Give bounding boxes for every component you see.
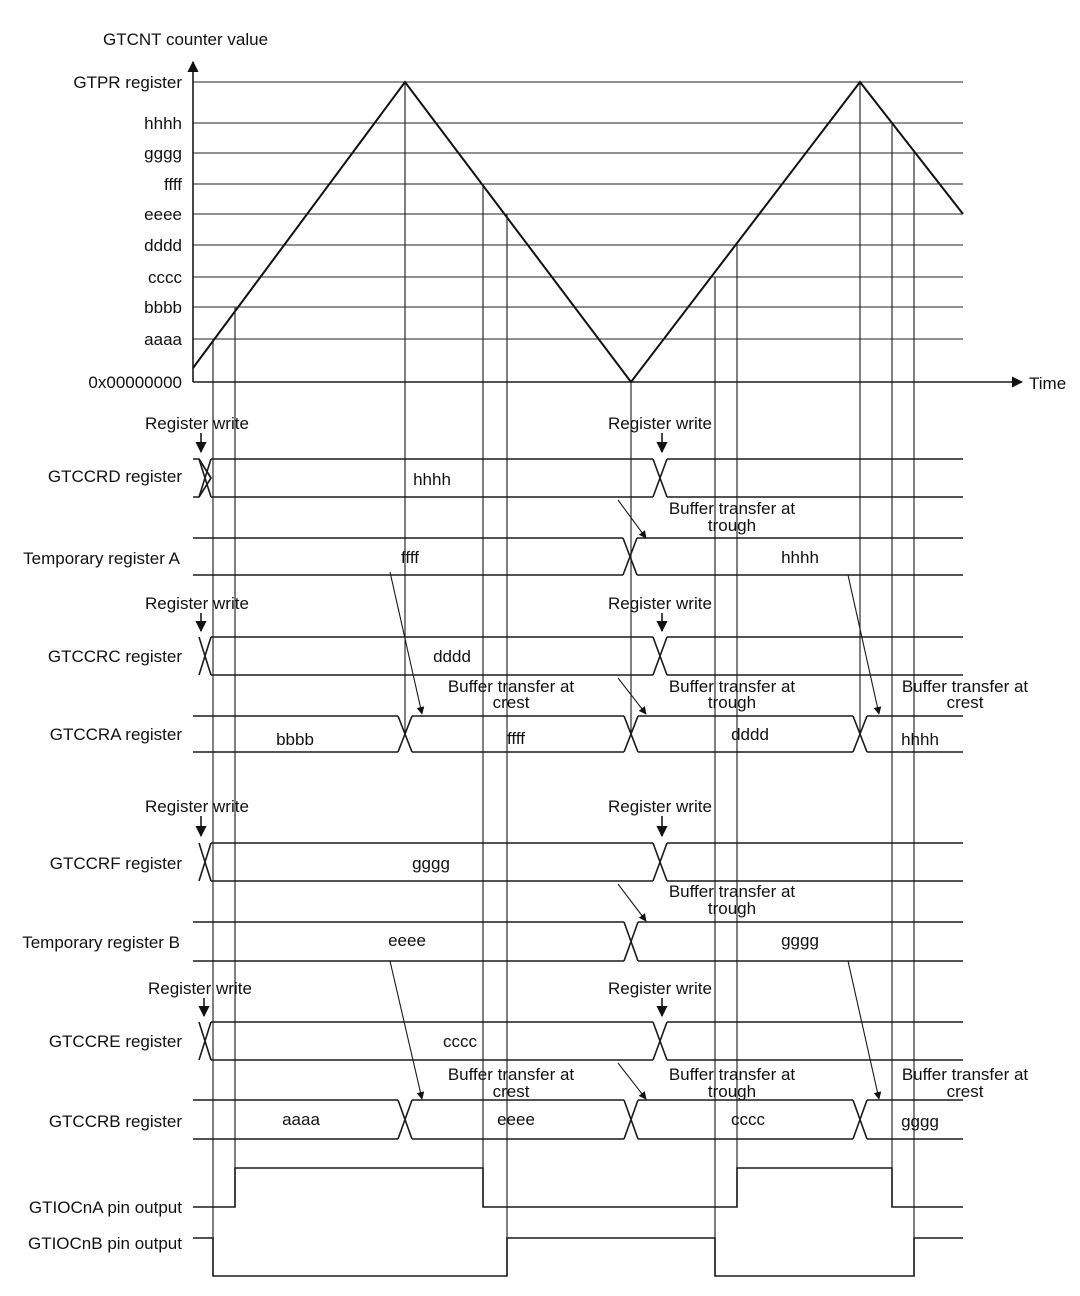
level-label-zero: 0x00000000 xyxy=(88,373,182,392)
row-label-tempb: Temporary register B xyxy=(22,933,180,952)
counter-waveform xyxy=(193,82,963,382)
level-label-d: dddd xyxy=(144,236,182,255)
transfer-arrow-f-to-tempb xyxy=(618,884,646,921)
row-tempa xyxy=(23,538,963,575)
transfer-arrow-tempb-to-b-2 xyxy=(848,961,879,1099)
row-value: gggg xyxy=(412,854,450,873)
level-label-gtpr: GTPR register xyxy=(73,73,182,92)
row-value: bbbb xyxy=(276,730,314,749)
row-gtccre xyxy=(49,1022,963,1060)
x-transition xyxy=(853,1100,867,1139)
buffer-crest-label: crest xyxy=(946,693,984,712)
x-transition-1 xyxy=(199,637,211,675)
level-label-a: aaaa xyxy=(144,330,182,349)
row-value: dddd xyxy=(433,647,471,666)
transfer-arrow-e-to-b xyxy=(618,1063,646,1099)
row-gtccra xyxy=(50,716,963,752)
output-waveform-a xyxy=(193,1168,963,1207)
row-value: eeee xyxy=(497,1110,535,1129)
output-b xyxy=(28,1234,963,1276)
transfer-arrow-tempa-to-a-2 xyxy=(848,575,879,714)
row-value: gggg xyxy=(901,1112,939,1131)
time-label: Time xyxy=(1029,374,1067,393)
x-transition xyxy=(624,1100,638,1139)
level-label-c: cccc xyxy=(148,268,182,287)
row-label-gtccrd: GTCCRD register xyxy=(47,467,182,486)
row-value: ffff xyxy=(401,548,419,567)
buffer-trough-label: Buffer transfer at xyxy=(668,499,796,518)
row-value: hhhh xyxy=(781,548,819,567)
x-transition-2 xyxy=(653,1022,667,1060)
register-write-label: Register write xyxy=(608,979,712,998)
transfer-arrow-d-to-tempa xyxy=(618,500,646,538)
row-tempb xyxy=(22,922,963,961)
x-transition-1 xyxy=(199,1022,211,1060)
level-label-f: ffff xyxy=(164,175,182,194)
row-label-gtccre: GTCCRE register xyxy=(48,1032,182,1051)
buffer-trough-label: trough xyxy=(707,1082,757,1101)
x-transition-1 xyxy=(199,843,211,881)
level-label-b: bbbb xyxy=(144,298,182,317)
output-a xyxy=(29,1168,963,1217)
register-write-notes xyxy=(145,414,712,1016)
x-transition-2 xyxy=(653,637,667,675)
x-transition-1 xyxy=(199,459,211,497)
level-label-e: eeee xyxy=(144,205,182,224)
row-label-gtccra: GTCCRA register xyxy=(49,725,182,744)
register-write-label: Register write xyxy=(608,797,712,816)
x-transition-2 xyxy=(653,843,667,881)
row-label-tempa: Temporary register A xyxy=(23,549,180,568)
transfer-arrow-tempb-to-b xyxy=(390,961,422,1099)
buffer-crest-label: crest xyxy=(492,1082,530,1101)
row-value: cccc xyxy=(731,1110,765,1129)
buffer-trough-label: trough xyxy=(707,693,757,712)
register-write-label: Register write xyxy=(608,414,712,433)
row-value: hhhh xyxy=(413,470,451,489)
register-write-label: Register write xyxy=(145,797,249,816)
axis-title: GTCNT counter value xyxy=(103,30,269,49)
output-label-b: GTIOCnB pin output xyxy=(27,1234,182,1253)
row-value: aaaa xyxy=(282,1110,320,1129)
buffer-trough-label: trough xyxy=(707,899,757,918)
x-transition xyxy=(624,922,638,961)
row-label-gtccrf: GTCCRF register xyxy=(49,854,182,873)
output-label-a: GTIOCnA pin output xyxy=(28,1198,182,1217)
row-value: ffff xyxy=(507,729,525,748)
transfer-arrow-c-to-a xyxy=(618,678,646,714)
buffer-crest-label: Buffer transfer at xyxy=(901,1065,1029,1084)
register-write-label: Register write xyxy=(145,594,249,613)
output-waveform-b xyxy=(193,1238,963,1276)
buffer-trough-label: Buffer transfer at xyxy=(668,677,796,696)
buffer-transfer-notes xyxy=(448,499,1029,1101)
level-label-h: hhhh xyxy=(144,114,182,133)
buffer-crest-label: crest xyxy=(492,693,530,712)
level-grid xyxy=(193,82,963,339)
row-gtccrb xyxy=(49,1100,963,1139)
buffer-crest-label: Buffer transfer at xyxy=(901,677,1029,696)
row-gtccrf xyxy=(50,843,963,881)
row-label-gtccrc: GTCCRC register xyxy=(47,647,182,666)
buffer-trough-label: Buffer transfer at xyxy=(668,882,796,901)
x-transition-2 xyxy=(653,459,667,497)
level-label-g: gggg xyxy=(144,144,182,163)
buffer-crest-label: crest xyxy=(946,1082,984,1101)
row-gtccrd xyxy=(48,459,963,497)
buffer-crest-label: Buffer transfer at xyxy=(447,1065,575,1084)
buffer-trough-label: trough xyxy=(707,516,757,535)
row-label-gtccrb: GTCCRB register xyxy=(48,1112,182,1131)
buffer-crest-label: Buffer transfer at xyxy=(447,677,575,696)
level-labels xyxy=(73,73,182,392)
register-write-label: Register write xyxy=(148,979,252,998)
row-value: hhhh xyxy=(901,730,939,749)
row-gtccrc xyxy=(48,637,963,675)
row-value: gggg xyxy=(781,931,819,950)
transfer-arrow-tempa-to-a xyxy=(390,572,422,714)
buffer-trough-label: Buffer transfer at xyxy=(668,1065,796,1084)
row-value: dddd xyxy=(731,725,769,744)
register-write-label: Register write xyxy=(608,594,712,613)
x-edge xyxy=(199,459,211,478)
x-transition xyxy=(398,1100,412,1139)
row-value: cccc xyxy=(443,1032,477,1051)
x-transition xyxy=(623,538,637,575)
row-value: eeee xyxy=(388,931,426,950)
register-write-label: Register write xyxy=(145,414,249,433)
